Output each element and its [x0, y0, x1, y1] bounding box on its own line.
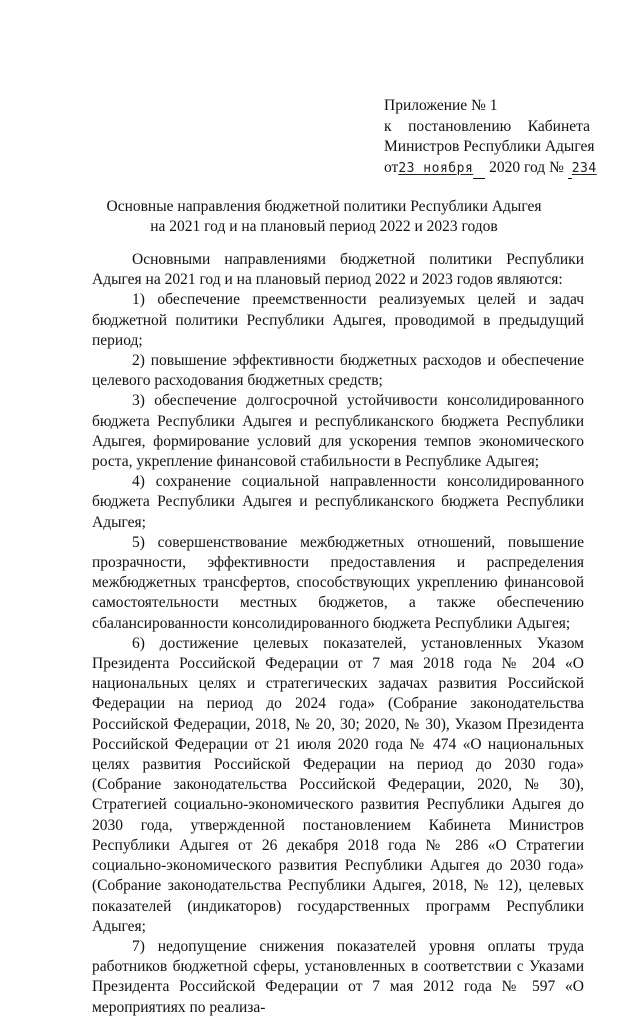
appendix-resolution-line: к постановлению Кабинета	[384, 117, 590, 135]
list-item-6: 6) достижение целевых показателей, установленных Указом Президента Российской Федерации от 7 мая 2018 года № 204 «О национальных целях и стратегических задачах развития Российской Федерации на период до 2024 года» (Собрание законодательства Российской Федерации, 2018, № 20, 30; 2020, № 30), Указом Президента Российской Федерации от 21 июля 2020 года № 474 «О национальных целях развития Российской Федерации на период до 2030 года» (Собрание законодательства Российской Федерации, 2020, № 30), Стратегией социально-экономического развития Республики Адыгея до 2030 года, утвержденной постановлением Кабинета Министров Республики Адыгея от 26 декабря 2018 года № 286 «О Стратегии социально-экономического развития Республики Адыгея до 2030 года» (Собрание законодательства Республики Адыгея, 2018, № 12), целевых показателей (индикаторов) государственных программ Республики Адыгея;	[92, 634, 584, 935]
document-title	[64, 197, 584, 237]
title-line-2: на 2021 год и на плановый период 2022 и 2023 годов	[150, 218, 498, 235]
document-body	[92, 250, 584, 1018]
list-item-7: 7) недопущение снижения показателей уровня оплаты труда работников бюджетной сферы, установленных в соответствии с Указами Президента Российской Федерации от 7 мая 2012 года № 597 «О мероприятиях по реализа-	[92, 937, 584, 1016]
list-item-2: 2) повышение эффективности бюджетных расходов и обеспечение целевого расходования бюджетных средств;	[92, 352, 584, 390]
list-item-1: 1) обеспечение преемственности реализуемых целей и задач бюджетной политики Республики Адыгея, проводимой в предыдущий период;	[92, 291, 584, 349]
appendix-date-line	[384, 158, 597, 180]
intro-paragraph: Основными направлениями бюджетной политики Республики Адыгея на 2021 год и на плановый период 2022 и 2023 годов являются:	[92, 251, 584, 289]
appendix-number: Приложение № 1	[384, 97, 498, 114]
date-prefix: от	[384, 158, 399, 176]
handwritten-date: 23 ноября	[398, 160, 474, 176]
list-item-4: 4) сохранение социальной направленности консолидированного бюджета Республики Адыгея и республиканского бюджета Республики Адыгея;	[92, 473, 584, 531]
list-item-5: 5) совершенствование межбюджетных отношений, повышение прозрачности, эффективности предоставления и распределения межбюджетных трансфертов, способствующих укреплению финансовой самостоятельности местных бюджетов, а также обеспечению сбалансированности консолидированного бюджета Республики Адыгея;	[92, 533, 584, 632]
date-suffix: 2020 год №	[489, 158, 564, 176]
title-line-1: Основные направления бюджетной политики Республики Адыгея	[106, 198, 542, 215]
handwritten-number: 234	[571, 160, 597, 176]
appendix-cabinet-line: Министров Республики Адыгея	[384, 138, 595, 155]
list-item-3: 3) обеспечение долгосрочной устойчивости консолидированного бюджета Республики Адыгея и республиканского бюджета Республики Адыгея, формирование условий для ускорения темпов экономического роста, укрепление финансовой стабильности в Республике Адыгея;	[92, 392, 584, 471]
appendix-header	[384, 96, 597, 179]
